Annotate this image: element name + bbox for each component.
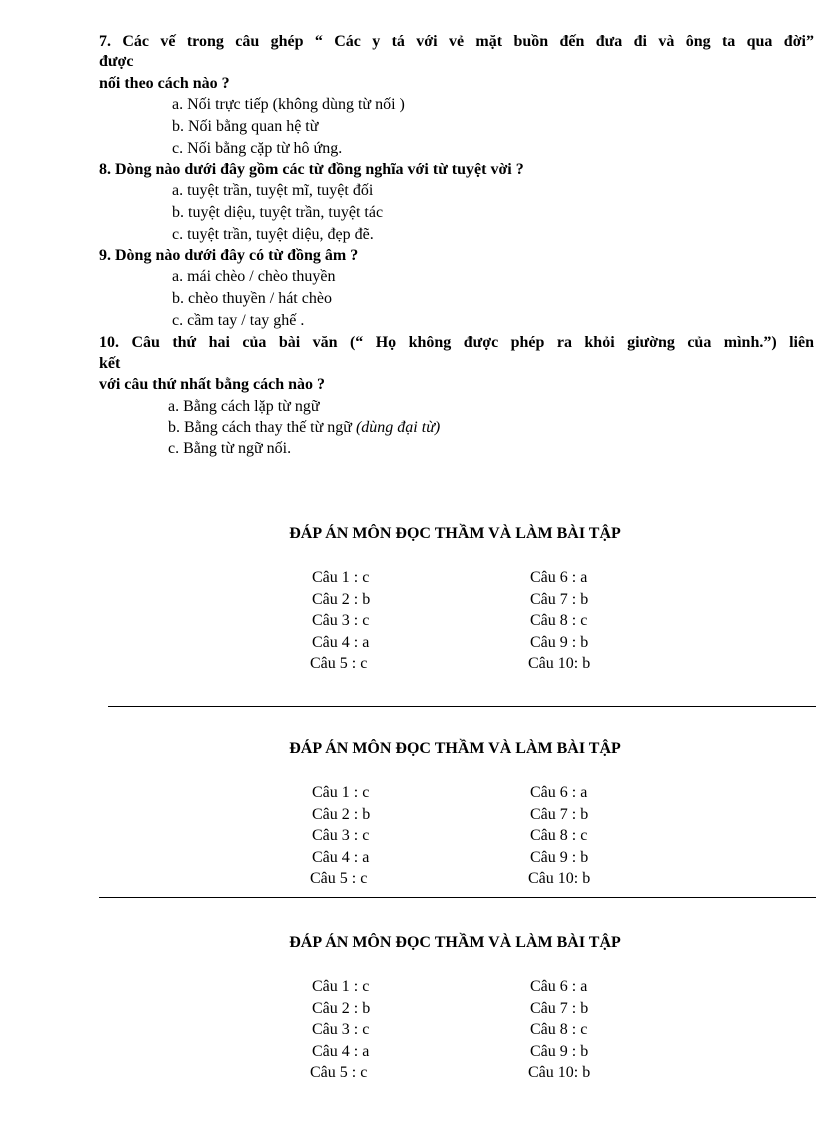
answer-item: Câu 8 : c	[530, 827, 588, 844]
question-7-option-c: c. Nối bằng cặp từ hô ứng.	[172, 140, 343, 157]
answer-key-right-column-1	[530, 567, 590, 675]
answer-item: Câu 1 : c	[312, 569, 370, 586]
separator-line-2	[99, 897, 816, 898]
question-7-line-2-split: được	[99, 53, 134, 70]
question-10-line-1: 10. Câu thứ hai của bài văn (“ Họ không được phép ra khỏi giường của mình.”) liên	[99, 334, 814, 351]
answer-item: Câu 5 : c	[310, 1064, 368, 1081]
question-9-option-a: a. mái chèo / chèo thuyền	[172, 268, 336, 285]
answer-key-title-3: ĐÁP ÁN MÔN ĐỌC THẦM VÀ LÀM BÀI TẬP	[289, 934, 621, 951]
answer-item: Câu 7 : b	[530, 805, 589, 823]
question-10-option-b-note: (dùng đại từ)	[355, 419, 441, 436]
answer-key-title-2: ĐÁP ÁN MÔN ĐỌC THẦM VÀ LÀM BÀI TẬP	[289, 740, 621, 757]
answer-key-left-column-1	[312, 567, 370, 675]
answer-item: Câu 9 : b	[530, 1042, 589, 1060]
question-9-option-c: c. cầm tay / tay ghế .	[172, 312, 305, 329]
answer-item: Câu 2 : b	[312, 590, 371, 608]
question-9-line-1: 9. Dòng nào dưới đây có từ đồng âm ?	[99, 247, 359, 264]
question-7-line-2: nối theo cách nào ?	[99, 75, 230, 92]
question-7-option-a: a. Nối trực tiếp (không dùng từ nối )	[172, 96, 405, 113]
answer-item: Câu 5 : c	[310, 655, 368, 672]
question-8-option-c: c. tuyệt trần, tuyệt diệu, đẹp đẽ.	[172, 226, 374, 243]
answer-item: Câu 10: b	[528, 1064, 591, 1081]
answer-item: Câu 8 : c	[530, 1021, 588, 1038]
answer-item: Câu 6 : a	[530, 569, 588, 586]
question-8-line-1: 8. Dòng nào dưới đây gồm các từ đồng nghĩa với từ tuyệt vời ?	[99, 161, 524, 178]
answer-key-right-column-2	[530, 782, 590, 890]
answer-item: Câu 1 : c	[312, 978, 370, 995]
question-10-option-b	[168, 418, 440, 438]
answer-item: Câu 7 : b	[530, 999, 589, 1017]
answer-item: Câu 9 : b	[530, 633, 589, 651]
answer-key-right-column-3	[530, 976, 590, 1084]
separator-line-1	[108, 706, 816, 707]
answer-item: Câu 9 : b	[530, 848, 589, 866]
answer-item: Câu 10: b	[528, 870, 591, 887]
question-10-option-b-text: b. Bằng cách thay thế từ ngữ	[168, 419, 352, 436]
question-7-line-1: 7. Các vế trong câu ghép “ Các y tá với vẻ mặt buồn đến đưa đi và ông ta qua đời”	[99, 33, 814, 50]
question-10-option-c: c. Bằng từ ngữ nối.	[168, 440, 292, 457]
answer-item: Câu 7 : b	[530, 590, 589, 608]
answer-key-title-1: ĐÁP ÁN MÔN ĐỌC THẦM VÀ LÀM BÀI TẬP	[289, 525, 621, 542]
answer-item: Câu 8 : c	[530, 612, 588, 629]
answer-item: Câu 4 : a	[312, 1042, 370, 1060]
question-8-option-a: a. tuyệt trần, tuyệt mĩ, tuyệt đối	[172, 182, 374, 199]
answer-item: Câu 1 : c	[312, 784, 370, 801]
question-9-option-b: b. chèo thuyền / hát chèo	[172, 290, 332, 307]
answer-item: Câu 3 : c	[312, 827, 370, 844]
answer-item: Câu 4 : a	[312, 633, 370, 651]
answer-item: Câu 2 : b	[312, 805, 371, 823]
question-10-line-1-split: kết	[99, 355, 121, 372]
answer-item: Câu 3 : c	[312, 612, 370, 629]
answer-item: Câu 6 : a	[530, 784, 588, 801]
answer-key-left-column-2	[312, 782, 370, 890]
answer-item: Câu 5 : c	[310, 870, 368, 887]
answer-item: Câu 2 : b	[312, 999, 371, 1017]
answer-key-left-column-3	[312, 976, 370, 1084]
answer-item: Câu 4 : a	[312, 848, 370, 866]
question-7-option-b: b. Nối bằng quan hệ từ	[172, 118, 319, 135]
answer-item: Câu 10: b	[528, 655, 591, 672]
answer-item: Câu 3 : c	[312, 1021, 370, 1038]
question-10-option-a: a. Bằng cách lặp từ ngữ	[168, 398, 320, 415]
question-8-option-b: b. tuyệt diệu, tuyệt trần, tuyệt tác	[172, 204, 384, 221]
answer-item: Câu 6 : a	[530, 978, 588, 995]
question-10-line-2: với câu thứ nhất bằng cách nào ?	[99, 376, 326, 393]
